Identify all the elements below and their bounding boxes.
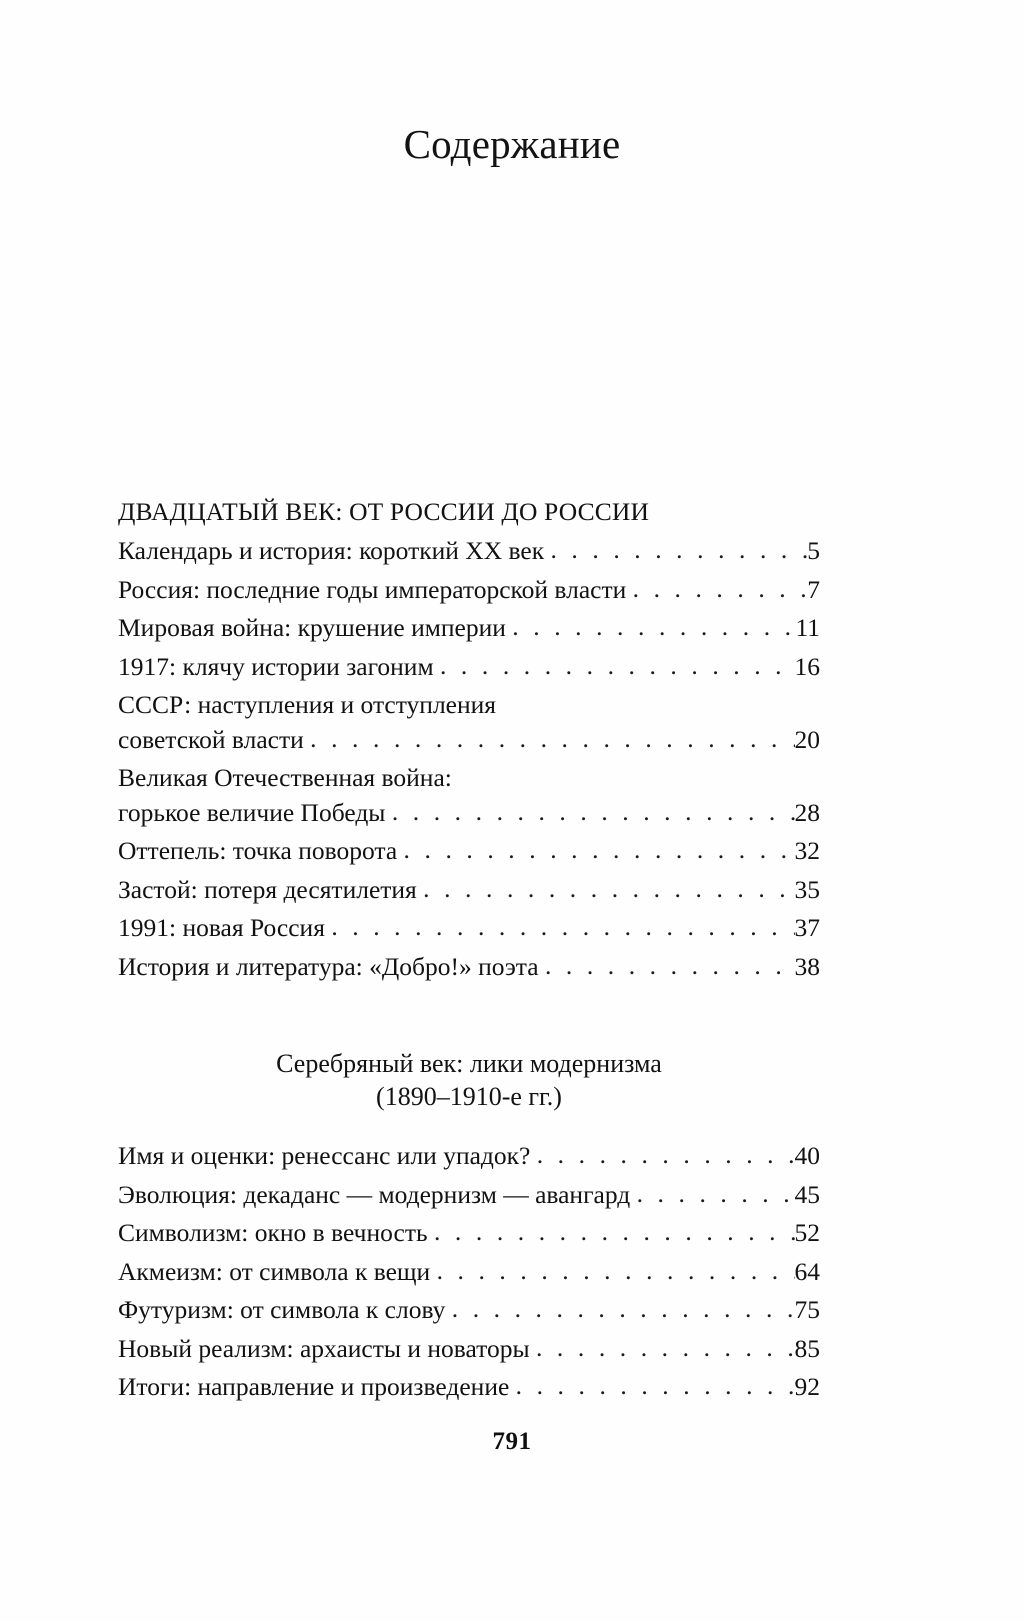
leader-dots (516, 1369, 795, 1404)
toc-entry-page-number: 11 (795, 613, 820, 643)
toc-entry-label: 1991: новая Россия (118, 913, 325, 943)
toc-entry[interactable] (118, 1178, 820, 1213)
toc-entry[interactable] (118, 911, 820, 946)
toc-entry-label: Итоги: направление и произведение (118, 1372, 510, 1402)
toc-entry-line (118, 950, 820, 985)
toc-entry-page-number: 35 (794, 874, 820, 904)
leader-dots (440, 649, 795, 684)
toc-entry-label: Имя и оценки: ренессанс или упадок? (118, 1141, 531, 1171)
toc-body (118, 498, 820, 1409)
leader-dots (423, 872, 794, 907)
page-title: Содержание (403, 121, 621, 167)
toc-entry-page-number: 52 (794, 1218, 820, 1248)
toc-entry-page-number: 5 (807, 536, 820, 566)
leader-dots (310, 722, 794, 757)
toc-entry-label: Великая Отечественная война: (118, 763, 452, 793)
toc-entry-page-number: 7 (807, 574, 820, 604)
leader-dots (512, 610, 795, 645)
page-folio-number: 791 (492, 1428, 532, 1455)
section-heading-title: Серебряный век: лики модернизма (276, 1048, 662, 1078)
toc-entry[interactable] (118, 1216, 820, 1251)
toc-entry[interactable] (118, 1255, 820, 1290)
toc-entry[interactable] (118, 650, 820, 685)
leader-dots (437, 1254, 795, 1289)
leader-dots (537, 1138, 795, 1173)
toc-entry-line (118, 873, 820, 908)
toc-entry[interactable] (118, 611, 820, 646)
toc-entry[interactable] (118, 950, 820, 985)
toc-entry-line (118, 1255, 820, 1290)
section-heading (118, 1047, 820, 1114)
toc-entry-line (118, 796, 820, 831)
leader-dots (637, 1177, 795, 1212)
toc-entry[interactable] (118, 761, 820, 830)
toc-entry-page-number: 45 (794, 1179, 820, 1209)
toc-entry-page-number: 64 (794, 1256, 820, 1286)
toc-entry-line (118, 1332, 820, 1367)
toc-entry-line (118, 1293, 820, 1328)
toc-entry-line (118, 723, 820, 758)
toc-entry-label: Эволюция: декаданс — модернизм — авангард (118, 1179, 631, 1209)
toc-entry-label: Символизм: окно в вечность (118, 1218, 428, 1248)
toc-entry[interactable] (118, 1293, 820, 1328)
toc-entry[interactable] (118, 573, 820, 608)
section-heading: ДВАДЦАТЫЙ ВЕК: ОТ РОССИИ ДО РОССИИ (118, 497, 650, 526)
toc-entry-page-number: 28 (794, 797, 820, 827)
leader-dots (633, 572, 808, 607)
toc-entry-label: Оттепель: точка поворота (118, 836, 398, 866)
toc-entry-page-number: 37 (794, 913, 820, 943)
toc-entry-label: Акмеизм: от символа к вещи (118, 1256, 431, 1286)
leader-dots (550, 533, 807, 568)
toc-entry-label: Россия: последние годы императорской власти (118, 574, 627, 604)
toc-entry-label: СССР: наступления и отступления (118, 690, 497, 720)
toc-entry-line (118, 1139, 820, 1174)
toc-entry-label: Новый реализм: архаисты и новаторы (118, 1333, 530, 1363)
toc-entry-page-number: 16 (794, 651, 820, 681)
toc-entry[interactable] (118, 1139, 820, 1174)
toc-entry[interactable] (118, 534, 820, 569)
section-spacer (118, 989, 820, 1047)
toc-entry-line (118, 1178, 820, 1213)
toc-entry[interactable] (118, 688, 820, 757)
toc-entry[interactable] (118, 1332, 820, 1367)
toc-entry-label: Календарь и история: короткий XX век (118, 536, 545, 566)
toc-entry-line (118, 611, 820, 646)
leader-dots (536, 1331, 795, 1366)
toc-entry-page-number: 32 (794, 836, 820, 866)
section-heading-subtitle: (1890–1910-е гг.) (376, 1081, 562, 1111)
leader-dots (392, 795, 795, 830)
leader-dots (331, 910, 794, 945)
toc-section (118, 989, 820, 1405)
toc-section (118, 498, 820, 985)
toc-entry-line (118, 534, 820, 569)
toc-entry[interactable] (118, 873, 820, 908)
toc-entry-line (118, 1370, 820, 1405)
toc-entry-page-number: 92 (794, 1372, 820, 1402)
toc-entry-label-continued: советской власти (118, 724, 304, 754)
toc-entry-line (118, 911, 820, 946)
section-spacer (118, 1113, 820, 1139)
leader-dots (545, 949, 795, 984)
toc-entry[interactable] (118, 834, 820, 869)
toc-entry-line (118, 1216, 820, 1251)
toc-entry-page-number: 85 (794, 1333, 820, 1363)
toc-entry[interactable] (118, 1370, 820, 1405)
toc-entry-label-continued: горькое величие Победы (118, 797, 386, 827)
toc-entry-label: 1917: клячу истории загоним (118, 651, 434, 681)
toc-entry-label: Мировая война: крушение империи (118, 613, 506, 643)
toc-entry-label: Футуризм: от символа к слову (118, 1295, 446, 1325)
leader-dots (404, 833, 795, 868)
toc-entry-label: Застой: потеря десятилетия (118, 874, 417, 904)
toc-entry-page-number: 75 (794, 1295, 820, 1325)
leader-dots (452, 1292, 795, 1327)
leader-dots (434, 1215, 795, 1250)
toc-entry-page-number: 40 (794, 1141, 820, 1171)
toc-entry-label: История и литература: «Добро!» поэта (118, 952, 539, 982)
toc-entry-line (118, 573, 820, 608)
toc-entry-page-number: 20 (794, 724, 820, 754)
toc-entry-line (118, 650, 820, 685)
toc-entry-page-number: 38 (794, 952, 820, 982)
toc-entry-line (118, 834, 820, 869)
